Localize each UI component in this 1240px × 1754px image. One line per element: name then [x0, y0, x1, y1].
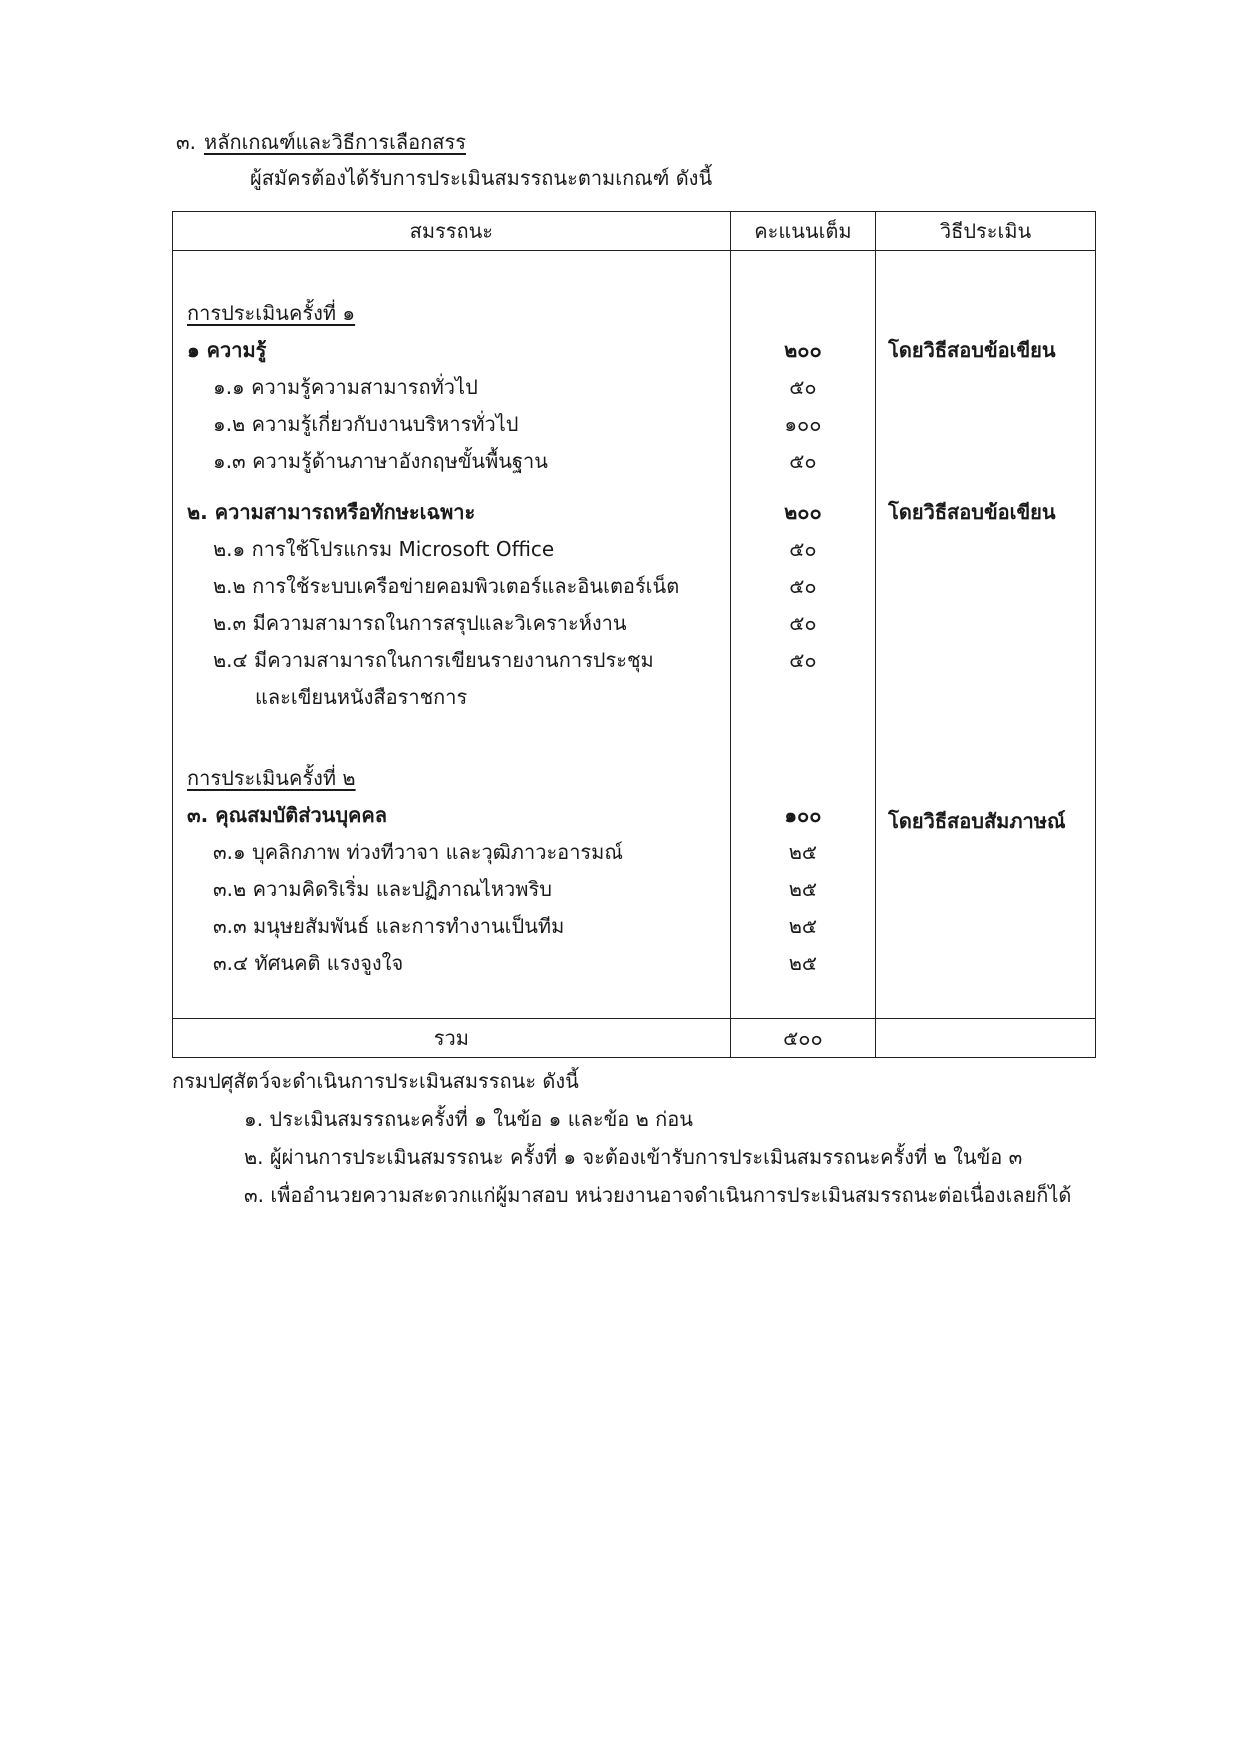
- table-body-row: [173, 251, 1096, 983]
- score-2-4: ๕๐: [789, 648, 817, 672]
- item-3-4: ๓.๔ ทัศนคติ แรงจูงใจ: [213, 951, 404, 975]
- method-knowledge: โดยวิธีสอบข้อเขียน: [888, 338, 1056, 362]
- score-personal: ๑๐๐: [784, 803, 822, 827]
- competency-column: [173, 251, 731, 983]
- header-competency: สมรรถนะ: [173, 212, 731, 251]
- process-steps: [244, 1100, 1071, 1214]
- process-step-2: ๒. ผู้ผ่านการประเมินสมรรถนะ ครั้งที่ ๑ จะต้องเข้ารับการประเมินสมรรถนะครั้งที่ ๒ ในข้อ ๓: [244, 1145, 1023, 1169]
- item-3-1: ๓.๑ บุคลิกภาพ ท่วงทีวาจา และวุฒิภาวะอารมณ์: [213, 840, 623, 864]
- header-score: คะแนนเต็ม: [730, 212, 875, 251]
- table-header-row: [173, 212, 1096, 251]
- process-intro: กรมปศุสัตว์จะดำเนินการประเมินสมรรถนะ ดังนี้: [172, 1069, 579, 1093]
- item-1-2: ๑.๒ ความรู้เกี่ยวกับงานบริหารทั่วไป: [213, 412, 519, 436]
- item-1-3: ๑.๓ ความรู้ด้านภาษาอังกฤษขั้นพื้นฐาน: [213, 449, 548, 473]
- score-1-3: ๕๐: [789, 449, 817, 473]
- item-2-4-continuation: และเขียนหนังสือราชการ: [255, 685, 468, 709]
- total-label: รวม: [173, 1019, 731, 1058]
- score-2-1: ๕๐: [789, 537, 817, 561]
- group-skills-label: ๒. ความสามารถหรือทักษะเฉพาะ: [187, 500, 476, 524]
- header-method: วิธีประเมิน: [876, 212, 1096, 251]
- round2-label: การประเมินครั้งที่ ๒: [187, 766, 356, 790]
- item-3-2: ๓.๒ ความคิดริเริ่ม และปฏิภาณไหวพริบ: [213, 877, 552, 901]
- score-2-2: ๕๐: [789, 574, 817, 598]
- item-2-1: ๒.๑ การใช้โปรแกรม Microsoft Office: [213, 537, 555, 561]
- item-2-3: ๒.๓ มีความสามารถในการสรุปและวิเคราะห์งาน: [213, 611, 627, 635]
- score-knowledge: ๒๐๐: [784, 338, 822, 362]
- score-1-2: ๑๐๐: [784, 412, 822, 436]
- group-personal-label: ๓. คุณสมบัติส่วนบุคคล: [187, 803, 388, 827]
- score-3-2: ๒๕: [788, 877, 818, 901]
- process-section: [172, 1062, 1071, 1214]
- process-step-1: ๑. ประเมินสมรรถนะครั้งที่ ๑ ในข้อ ๑ และข้อ ๒ ก่อน: [244, 1107, 693, 1131]
- item-1-1: ๑.๑ ความรู้ความสามารถทั่วไป: [213, 375, 478, 399]
- total-score: ๕๐๐: [730, 1019, 875, 1058]
- section-heading: [176, 128, 466, 156]
- item-2-2: ๒.๒ การใช้ระบบเครือข่ายคอมพิวเตอร์และอินเตอร์เน็ต: [213, 574, 680, 598]
- intro-text: ผู้สมัครต้องได้รับการประเมินสมรรถนะตามเกณฑ์ ดังนี้: [250, 166, 713, 190]
- score-skills: ๒๐๐: [784, 500, 822, 524]
- score-3-1: ๒๕: [788, 840, 818, 864]
- table-total-row: [173, 1019, 1096, 1058]
- score-1-1: ๕๐: [789, 375, 817, 399]
- process-step-3: ๓. เพื่ออำนวยความสะดวกแก่ผู้มาสอบ หน่วยงานอาจดำเนินการประเมินสมรรถนะต่อเนื่องเลยก็ได้: [244, 1183, 1072, 1207]
- competency-table: [172, 211, 1096, 1058]
- round1-label: การประเมินครั้งที่ ๑: [187, 301, 356, 325]
- section-number: ๓.: [176, 130, 197, 154]
- section-title: หลักเกณฑ์และวิธีการเลือกสรร: [204, 130, 466, 154]
- score-3-3: ๒๕: [788, 914, 818, 938]
- method-skills: โดยวิธีสอบข้อเขียน: [888, 500, 1056, 524]
- method-column: [876, 251, 1096, 983]
- score-column: [730, 251, 875, 983]
- method-personal: โดยวิธีสอบสัมภาษณ์: [888, 809, 1066, 833]
- group-knowledge-label: ๑ ความรู้: [187, 338, 267, 362]
- item-3-3: ๓.๓ มนุษยสัมพันธ์ และการทำงานเป็นทีม: [213, 914, 565, 938]
- score-3-4: ๒๕: [788, 951, 818, 975]
- score-2-3: ๕๐: [789, 611, 817, 635]
- item-2-4: ๒.๔ มีความสามารถในการเขียนรายงานการประชุม: [213, 648, 654, 672]
